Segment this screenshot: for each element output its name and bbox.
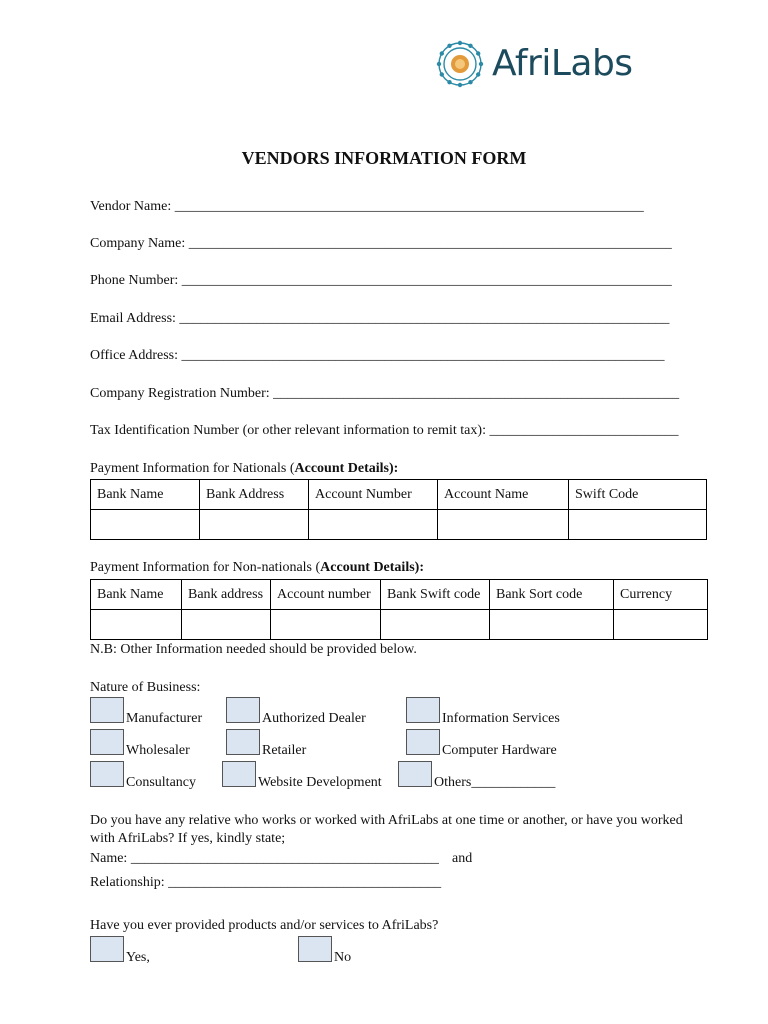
office-address-field[interactable]: Office Address: _____________________________________________________________________ [90,348,665,363]
table-input-cell[interactable] [91,610,182,640]
table-input-cell[interactable] [490,610,614,640]
relative-name-field[interactable]: Name: ____________________________________________ [90,851,439,866]
nationals-table [90,479,707,540]
checkbox-information-services[interactable] [406,697,440,723]
relationship-field[interactable]: Relationship: _______________________________________ [90,875,442,890]
checkbox-consultancy[interactable] [90,761,124,787]
table-header-cell: Bank Name [91,480,200,510]
company-name-field[interactable]: Company Name: _____________________________________________________________________ [90,236,672,251]
table-header-cell: Bank Swift code [381,580,490,610]
checkbox-authorized-dealer[interactable] [226,697,260,723]
checkbox-label: Computer Hardware [442,743,557,758]
checkbox-label: Authorized Dealer [262,711,366,726]
nb-note: N.B: Other Information needed should be provided below. [90,642,417,657]
table-row [91,480,707,510]
table-header-cell: Currency [614,580,708,610]
table-header-cell: Swift Code [569,480,707,510]
table-input-cell[interactable] [182,610,271,640]
checkbox-computer-hardware[interactable] [406,729,440,755]
business-heading: Nature of Business: [90,680,201,695]
email-address-field[interactable]: Email Address: ______________________________________________________________________ [90,311,670,326]
form-title: VENDORS INFORMATION FORM [241,148,527,168]
relative-question-line2: with AfriLabs? If yes, kindly state; [90,831,286,846]
checkbox-label: Website Development [258,775,382,790]
and-label: and [452,851,473,866]
table-row[interactable] [91,610,708,640]
checkbox-manufacturer[interactable] [90,697,124,723]
afrilabs-logo [436,40,656,88]
table-input-cell[interactable] [438,510,569,540]
tax-id-field[interactable]: Tax Identification Number (or other relevant information to remit tax): ___________________________ [90,423,679,438]
checkbox-label: No [334,950,352,965]
non-nationals-heading: Payment Information for Non-nationals (Account Details): [90,560,424,575]
checkbox-wholesaler[interactable] [90,729,124,755]
table-input-cell[interactable] [614,610,708,640]
table-input-cell[interactable] [91,510,200,540]
table-input-cell[interactable] [200,510,309,540]
provided-question: Have you ever provided products and/or services to AfriLabs? [90,918,439,933]
checkbox-label: Manufacturer [126,711,203,726]
checkbox-label: Information Services [442,711,560,726]
table-header-cell: Bank Name [91,580,182,610]
table-header-cell: Account Number [309,480,438,510]
table-header-cell: Account number [271,580,381,610]
non-nationals-table [90,579,708,640]
company-registration-field[interactable]: Company Registration Number: __________________________________________________________ [90,386,680,401]
checkbox-label: Yes, [126,950,150,965]
checkbox-no[interactable] [298,936,332,962]
table-row[interactable] [91,510,707,540]
checkbox-yes[interactable] [90,936,124,962]
checkbox-retailer[interactable] [226,729,260,755]
table-input-cell[interactable] [381,610,490,640]
nationals-heading: Payment Information for Nationals (Account Details): [90,461,399,476]
table-header-cell: Bank Sort code [490,580,614,610]
table-header-cell: Bank address [182,580,271,610]
relative-question-line1: Do you have any relative who works or worked with AfriLabs at one time or another, or have you worked [90,813,683,828]
afrilabs-emblem-icon [436,40,484,88]
table-input-cell[interactable] [569,510,707,540]
checkbox-label: Wholesaler [126,743,190,758]
vendor-name-field[interactable]: Vendor Name: ___________________________________________________________________ [90,199,644,214]
checkbox-label: Consultancy [126,775,196,790]
checkbox-others[interactable] [398,761,432,787]
checkbox-label: Others____________ [434,775,556,790]
table-input-cell[interactable] [309,510,438,540]
checkbox-label: Retailer [262,743,307,758]
table-header-cell: Account Name [438,480,569,510]
phone-number-field[interactable]: Phone Number: ______________________________________________________________________ [90,273,672,288]
logo-wordmark: AfriLabs [492,43,633,84]
table-header-cell: Bank Address [200,480,309,510]
checkbox-website-development[interactable] [222,761,256,787]
table-row [91,580,708,610]
table-input-cell[interactable] [271,610,381,640]
